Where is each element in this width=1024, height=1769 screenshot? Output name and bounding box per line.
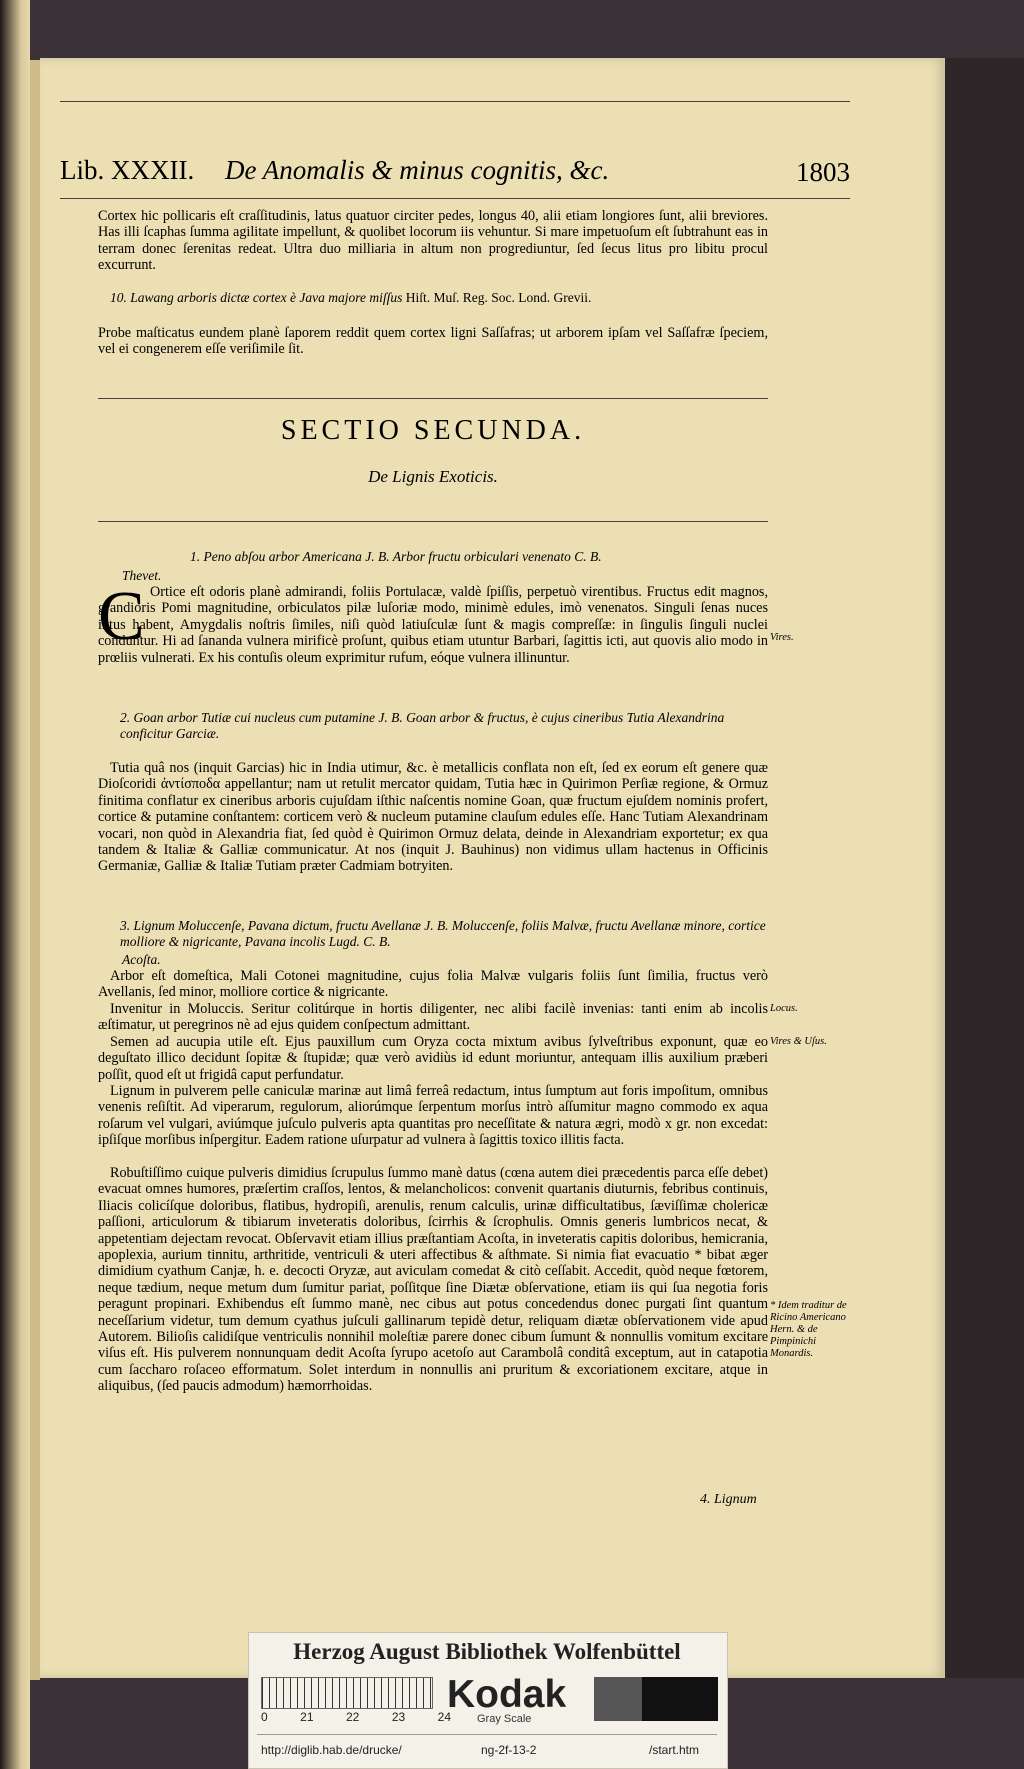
item3-para2: Invenitur in Moluccis. Seritur colitúrque in hortis diligenter, nec alibi facilè invenias: tanti enim ab incolis æſtimatur, ut peregrinos nè ad ejus quidem conſpectum admittant. — [98, 1001, 768, 1034]
running-head — [60, 155, 850, 195]
item1-author: Thevet. — [122, 568, 162, 583]
library-name: Herzog August Bibliothek Wolfenbüttel — [293, 1639, 681, 1664]
item2-text: Tutia quâ nos (inquit Garcias) hic in India utimur, &c. è metallicis conflata non eſt, ſed ex eorum eſt genere quæ Dioſcoridi ἀντίσποδα appellantur; nam ut retulit mercator quidam, Tutia hæc in Quirimon Perſiæ regione, & Ormuz finitima conflatur ex cineribus arboris cujuſdam iſthic naſcentis nomine Goan, quæ fructum ejuſdem nominis profert, cortice & putamine conſtantem: corticem verò & nucleum putamine clauſum edules eſſe. Hanc Tutiam Alexandrinam vocari, non quòd in Alexandria fiat, ſed quòd è Quirimon Ormuz delata, deinde in Alexandriam exportetur; ex qua tandem & Italiæ & Galliæ communicatur. At nos (inquit J. Bauhinus) non vidimus ullam hactenus in Officinis Germaniæ, Galliæ & Italiæ Tutiam præter Cadmiam botryiten. — [98, 760, 768, 875]
start-page: /start.htm — [649, 1743, 700, 1757]
margin-note: * Idem traditur de Ricino Americano Hern. & de Pimpinichi Monardis. — [770, 1300, 847, 1359]
stamp-divider — [257, 1734, 717, 1735]
library-stamp — [248, 1632, 728, 1769]
item3-para4: Lignum in pulverem pelle caniculæ marinæ aut limâ ferreâ redactum, intus ſumptum aut foris impoſitum, omnibus venenis reſiſtit. Ad viperarum, regulorum, aliorúmque ſerpentum morſus intrò aſſumitur magno commodo ex aqua roſarum vel vulgari, aviúmque juſculo pulveris apta quantitas pro neceſſitate & natura ægri, modò x gr. non excedat: ipſiſque morſibus inſpergitur. Eadem ratione uſurpatur ad vulnera à ſagittis toxico illitis facta. — [98, 1083, 768, 1149]
gray-patch-dark — [642, 1677, 690, 1721]
ruler-scale — [261, 1677, 433, 1709]
item10-caption-italic: 10. Lawang arboris dictæ cortex è Java majore miſſus — [110, 290, 403, 305]
running-title: De Anomalis & minus cognitis, &c. — [225, 155, 610, 185]
item3-para3: Semen ad aucupia utile eſt. Ejus pauxillum cum Oryza cocta mixtum avibus ſylveſtribus exponunt, quæ eo deguſtato illico decidunt ſopitæ & ſtupidæ; quæ verò avidiùs id edunt moriuntur, antequam illis auxilium præberi poſſit, quod eſt ut frigidâ caput perfundatur. — [98, 1034, 768, 1083]
intro-paragraph: Cortex hic pollicaris eſt craſſitudinis, latus quatuor circiter pedes, longus 40, alii etiam longiores ſunt, alii breviores. Has illi ſcaphas ſumma agilitate impellunt, & quolibet locorum iis vehuntur. Si mare impetuoſum eſt ſubtrahunt eas in terram donec ſerenitas redeat. Ultra duo milliaria in altum non progrediuntur, ſed ſecus litus pro libitu procul excurrunt. — [98, 208, 768, 274]
margin-locus: Locus. — [770, 1003, 798, 1014]
ruler-number: 21 — [300, 1710, 314, 1724]
drop-cap: C — [98, 578, 145, 655]
item10-caption-source: Hiſt. Muſ. Reg. Soc. Lond. Grevii. — [405, 290, 592, 305]
gray-patch-mid — [594, 1677, 642, 1721]
item3-caption: 3. Lignum Moluccenſe, Pavana dictum, fructu Avellanæ J. B. Moluccenſe, foliis Malvæ, fructu Avellanæ minore, cortice molliore & nigricante, Pavana incolis Lugd. C. B. — [120, 918, 766, 949]
item3-para1: Arbor eſt domeſtica, Mali Cotonei magnitudine, cujus folia Malvæ vulgaris foliis ſunt ſimilia, fructus verò Avellanis, ſed minor, molliore cortice & nigricante. — [98, 968, 768, 1001]
section-title: SECTIO SECUNDA. — [280, 415, 586, 446]
ruler-numbers — [261, 1710, 451, 1724]
gray-scale-label: Gray Scale — [477, 1713, 532, 1725]
item10-caption — [110, 290, 770, 306]
page-edge — [945, 58, 1024, 1678]
section-subtitle: De Lignis Exoticis. — [368, 467, 498, 486]
book-number: Lib. XXXII. — [60, 155, 195, 185]
kodak-logo: Kodak — [447, 1673, 567, 1716]
ruler-number: 22 — [345, 1710, 360, 1724]
margin-vires-1: Vires. — [770, 632, 794, 643]
page-number: 1803 — [796, 157, 850, 187]
margin-vires-usus: Vires & Uſus. — [770, 1036, 827, 1047]
book-binding — [0, 0, 30, 1769]
item3-author: Acoſta. — [122, 952, 161, 967]
item1-text: Ortice eſt odoris planè admirandi, foliis Portulacæ, valdè ſpiſſis, perpetuò virentibus. Fructus edit magnos, grandioris Pomi magnitudine, orbiculatos pilæ luſoriæ modo, minimè edules, imò venenatos. Singuli ſenas nuces intus habent, Amygdalis noſtris ſimiles, niſi quòd latiuſculæ ſunt & magis compreſſæ: in ſingulis ſinguli nuclei conduntur. Hi ad ſananda vulnera mirificè proſunt, quibus etiam utuntur Barbari, ſagittis icti, aut quovis alio modo in prœliis vulnerati. Ex his contuſis oleum exprimitur rufum, eóque vulnera illinuntur. — [98, 584, 768, 666]
top-rule — [60, 101, 850, 102]
item2-caption: 2. Goan arbor Tutiæ cui nucleus cum putamine J. B. Goan arbor & fructus, è cujus cineribus Tutia Alexandrina conficitur Garciæ. — [120, 710, 725, 741]
item10-text: Probe maſticatus eundem planè ſaporem reddit quem cortex ligni Saſſafras; ut arborem ipſam vel Saſſafræ ſpeciem, vel ei congenerem eſſe veriſimile ſit. — [98, 325, 768, 358]
binding-strip — [30, 60, 40, 1680]
ruler-number: 23 — [391, 1710, 406, 1724]
ruler-number: 0 — [261, 1710, 268, 1724]
section-rule-top — [98, 398, 768, 399]
ruler-number: 24 — [437, 1710, 451, 1724]
gray-patch-black — [690, 1677, 718, 1721]
header-rule — [60, 198, 850, 199]
library-url: http://diglib.hab.de/drucke/ — [261, 1743, 402, 1757]
shelfmark: ng-2f-13-2 — [481, 1743, 537, 1757]
catchword: 4. Lignum — [700, 1492, 757, 1507]
item1-caption: 1. Peno abſou arbor Americana J. B. Arbor fructu orbiculari venenato C. B. — [190, 549, 602, 564]
section-rule-bottom — [98, 521, 768, 522]
item3-para5: Robuſtiſſimo cuique pulveris dimidius ſcrupulus ſummo manè datus (cœna autem diei præcedentis parca eſſe debet) evacuat omnes humores, præſertim craſſos, lentos, & melancholicos: convenit quartanis diuturnis, febribus continuis, Iliacis colicíſque doloribus, flatibus, hydropiſi, arenulis, renum calculis, urinæ difficultatibus, ſæviſſimæ cholericæ paſſioni, articulorum & tibiarum inveteratis doloribus, ſcirrhis & ſcrophulis. Omnis generis lumbricos necat, & appetentiam dejectam revocat. Obſervavit etiam illius præſtantiam Acoſta, in inveteratis capitis doloribus, hemicrania, apoplexia, aurium tinnitu, arthritide, ventriculi & uteri affectibus & aſthmate. Si nimia fiat evacuatio * bibat æger dimidium cyathum Canjæ, h. e. decocti Oryzæ, aut aviculam comedat & citò ceſſabit. Accedit, quòd neque fœtorem, neque tædium, neque metum dum ſumitur pariat, poſſitque ſine Diætæ obſervatione, etiam iis qui ſua negotia foris peragunt propinari. Exhibendus eſt ſummo manè, nec cibus aut potus concedendus donec purgati ſint quantum neceſſarium videtur, tum demum cyathus juſculi gallinarum tepidè detur, reliquam diætæ obſervationem vide apud Autorem. Bilioſis calidiſque ventriculis nonnihil moleſtiæ parere donec cibum ſumunt & nonnullis vomitum excitare viſus eſt. His pulverem nonnunquam dedit Acoſta ſyrupo acetoſo aut Carambolâ conditâ exceptum, aut in catapotia cum ſaccharo roſaceo efformatum. Solet interdum in nonnullis ani pruritum & excoriationem excitare, atque in aliquibus, (ſed paucis admodum) hæmorrhoidas. — [98, 1165, 768, 1395]
